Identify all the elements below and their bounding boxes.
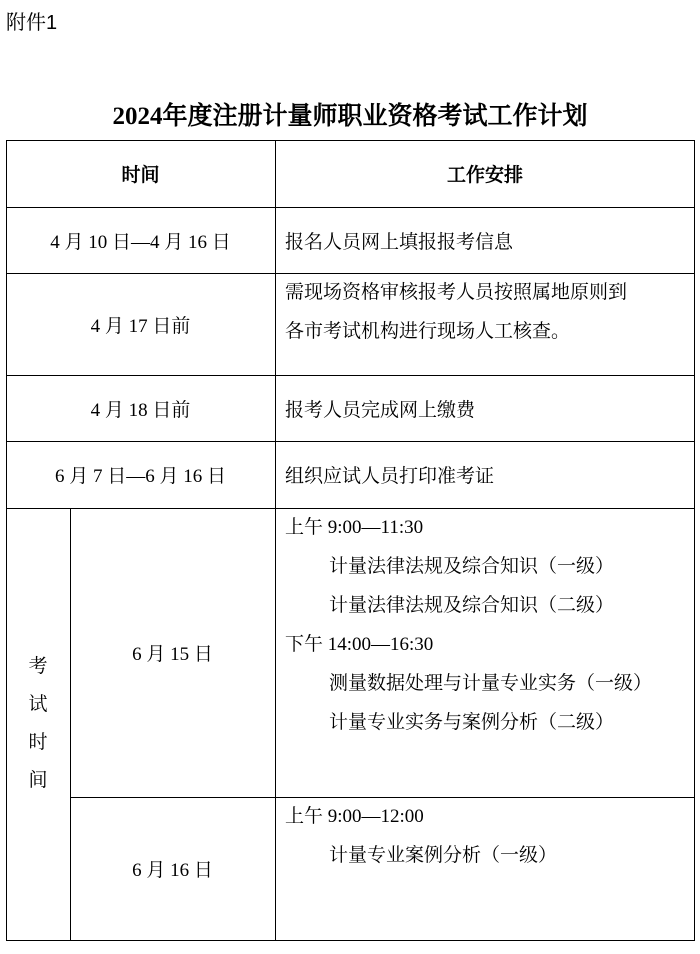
session-time: 下午 14:00—16:30 [285,634,434,655]
row-time: 4 月 18 日前 [90,399,191,421]
session-subject: 测量数据处理与计量专业实务（一级） [329,673,653,694]
page-title: 2024年度注册计量师职业资格考试工作计划 [112,103,588,130]
row-time: 4 月 10 日—4 月 16 日 [50,231,231,253]
session-time: 上午 9:00—11:30 [285,517,424,538]
session-subject: 计量专业实务与案例分析（二级） [329,712,615,733]
session-time: 上午 9:00—12:00 [285,806,424,827]
table-border [6,940,695,941]
session-subject: 计量法律法规及综合知识（一级） [329,556,615,577]
row-work: 报名人员网上填报报考信息 [285,231,514,253]
header-time: 时间 [121,165,160,186]
exam-sessions [275,797,695,940]
exam-sessions [275,508,695,797]
header-work: 工作安排 [446,165,523,186]
exam-date: 6 月 16 日 [132,860,213,881]
exam-date: 6 月 15 日 [132,644,213,665]
work-line: 需现场资格审核报考人员按照属地原则到 [285,282,628,303]
work-line: 各市考试机构进行现场人工核查。 [285,321,571,342]
session-subject: 计量专业案例分析（一级） [329,845,558,866]
row-work [275,273,695,375]
label-char: 考 [28,656,48,677]
label-char: 时 [28,732,48,753]
row-time: 6 月 7 日—6 月 16 日 [54,466,226,487]
label-char: 试 [28,694,48,715]
row-work: 报考人员完成网上缴费 [285,399,476,421]
session-subject: 计量法律法规及综合知识（二级） [329,595,615,616]
attachment-label: 附件1 [6,12,58,34]
exam-time-label [6,508,70,940]
row-time: 4 月 17 日前 [90,315,191,337]
label-char: 间 [28,770,48,791]
row-work: 组织应试人员打印准考证 [285,466,495,487]
